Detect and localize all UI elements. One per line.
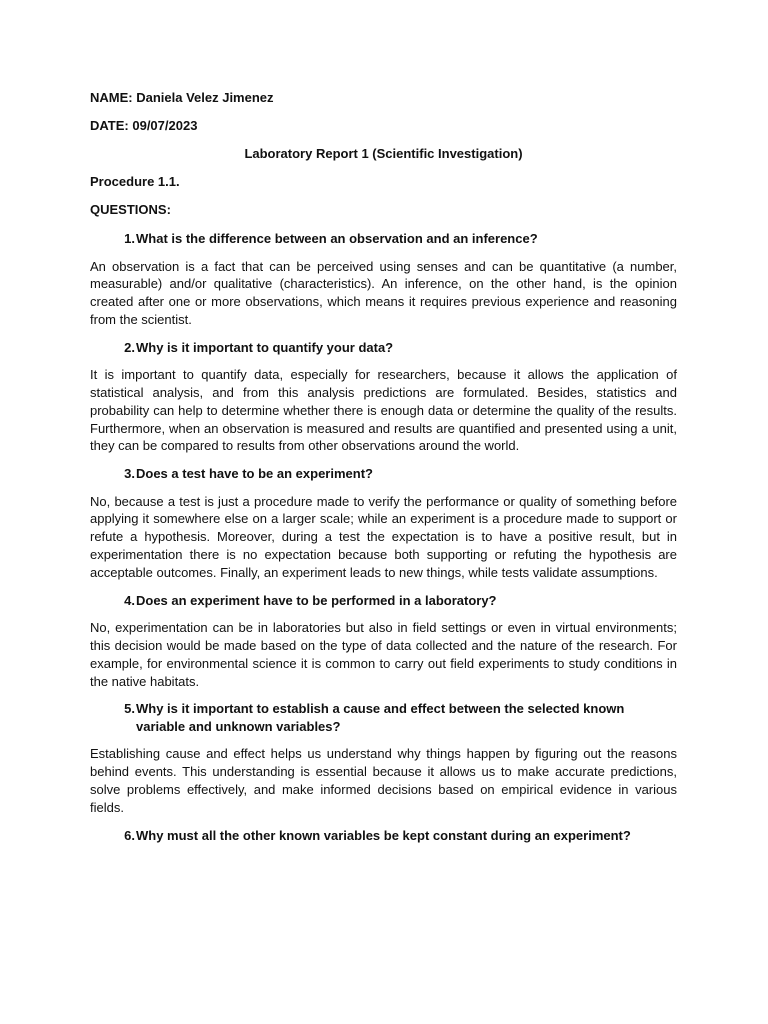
answer-4: No, experimentation can be in laboratories but also in field settings or even in virtual environments; this decision would be made based on the type of data collected and the nature of the research. For example, for environmental science it is common to carry out field experiments to study conditions in the native habitats. xyxy=(90,620,677,689)
answer-1: An observation is a fact that can be perceived using senses and can be quantitative (a number, measurable) and/or qualitative (characteristics). An inference, on the other hand, is the opinion created after one or more observations, which means it requires previous experience and reasoning from the scientist. xyxy=(90,258,677,327)
question-number: 6. xyxy=(124,827,135,843)
question-5 xyxy=(90,700,677,735)
procedure-label: Procedure 1.1. xyxy=(90,174,180,189)
questions-label: QUESTIONS: xyxy=(90,202,171,217)
answer-2: It is important to quantify data, especially for researchers, because it allows the application of statistical analysis, and from this analysis predictions are formulated. Besides, statistics and probability can help to determine whether there is enough data or determine the quality of the results. Furthermore, when an observation is measured and results are quantified and presented using a unit, they can be compared to results from other observations around the world. xyxy=(90,367,677,454)
question-3 xyxy=(90,465,677,483)
question-number: 5. xyxy=(124,701,135,717)
answer-3: No, because a test is just a procedure made to verify the performance or quality of something before applying it somewhere else on a larger scale; while an experiment is a procedure made to support or refute a hypothesis. Moreover, during a test the expectation is to have a positive result, but in experimentation there is no expectation because both supporting or refuting the hypothesis are acceptable outcomes. Finally, an experiment leads to new things, while tests validate assumptions. xyxy=(90,493,677,580)
report-title: Laboratory Report 1 (Scientific Investigation) xyxy=(244,146,523,161)
question-text: What is the difference between an observation and an inference? xyxy=(136,231,538,246)
answer-5: Establishing cause and effect helps us understand why things happen by figuring out the reasons behind events. This understanding is essential because it allows us to make accurate predictions, solve problems effectively, and make informed decisions based on empirical evidence in various fields. xyxy=(90,746,677,815)
question-6 xyxy=(90,827,677,845)
question-number: 3. xyxy=(124,466,135,482)
question-text: Why must all the other known variables be kept constant during an experiment? xyxy=(136,827,631,843)
question-text: Why is it important to quantify your data? xyxy=(136,339,394,355)
question-text: Does a test have to be an experiment? xyxy=(136,466,373,482)
question-text: Does an experiment have to be performed in a laboratory? xyxy=(136,592,497,608)
student-name: NAME: Daniela Velez Jimenez xyxy=(90,90,274,105)
question-4 xyxy=(90,592,677,610)
question-number: 1. xyxy=(124,231,135,246)
report-date: DATE: 09/07/2023 xyxy=(90,118,198,133)
question-2 xyxy=(90,339,677,357)
document-page xyxy=(90,90,677,854)
question-1 xyxy=(90,230,677,248)
question-text: Why is it important to establish a cause and effect between the selected known variable and unknown variables? xyxy=(136,701,625,734)
question-number: 2. xyxy=(124,339,135,355)
question-number: 4. xyxy=(124,592,135,608)
